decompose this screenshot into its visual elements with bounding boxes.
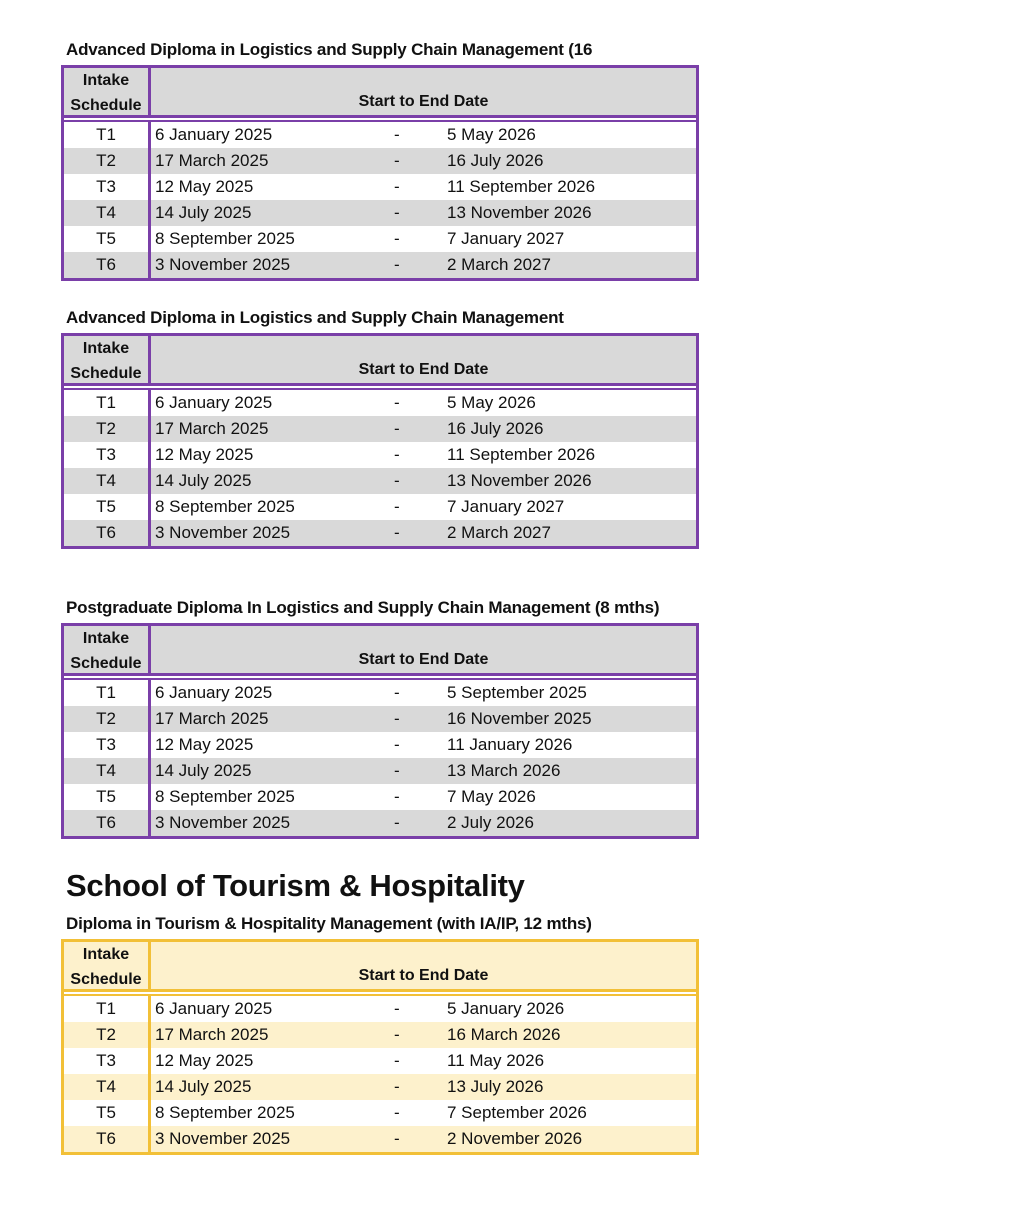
intake-schedule-header: Intake Schedule [64,68,151,115]
start-end-date-header: Start to End Date [358,651,489,668]
table-row: T4 14 July 2025 - 13 July 2026 [64,1074,696,1100]
program-title: Advanced Diploma in Logistics and Supply Chain Management (16 [66,40,593,59]
school-heading: School of Tourism & Hospitality [66,868,525,903]
intake-table [61,65,699,281]
table-row: T6 3 November 2025 - 2 July 2026 [64,810,696,836]
start-end-date-header: Start to End Date [358,93,489,110]
intake-schedule-header: Intake Schedule [64,942,151,989]
table-row: T1 6 January 2025 - 5 May 2026 [64,390,696,416]
intake-table [61,623,699,839]
table-row: T2 17 March 2025 - 16 March 2026 [64,1022,696,1048]
table-row: T3 12 May 2025 - 11 September 2026 [64,442,696,468]
start-end-date-header: Start to End Date [358,361,489,378]
table-header [64,336,696,386]
intake-schedule-header: Intake Schedule [64,336,151,383]
intake-table [61,333,699,549]
table-row: T5 8 September 2025 - 7 May 2026 [64,784,696,810]
table-row: T4 14 July 2025 - 13 November 2026 [64,200,696,226]
table-row: T3 12 May 2025 - 11 January 2026 [64,732,696,758]
table-header [64,942,696,992]
table-row: T4 14 July 2025 - 13 November 2026 [64,468,696,494]
table-row: T4 14 July 2025 - 13 March 2026 [64,758,696,784]
table-row: T2 17 March 2025 - 16 July 2026 [64,148,696,174]
program-title: Diploma in Tourism & Hospitality Management (with IA/IP, 12 mths) [66,914,592,933]
table-header [64,626,696,676]
table-row: T1 6 January 2025 - 5 September 2025 [64,680,696,706]
program-title: Advanced Diploma in Logistics and Supply Chain Management [66,308,564,327]
table-row: T5 8 September 2025 - 7 September 2026 [64,1100,696,1126]
intake-table [61,939,699,1155]
program-title: Postgraduate Diploma In Logistics and Supply Chain Management (8 mths) [66,598,660,617]
table-row: T2 17 March 2025 - 16 July 2026 [64,416,696,442]
table-row: T6 3 November 2025 - 2 March 2027 [64,520,696,546]
table-row: T5 8 September 2025 - 7 January 2027 [64,226,696,252]
table-row: T6 3 November 2025 - 2 March 2027 [64,252,696,278]
table-row: T1 6 January 2025 - 5 January 2026 [64,996,696,1022]
table-row: T5 8 September 2025 - 7 January 2027 [64,494,696,520]
start-end-date-header: Start to End Date [358,967,489,984]
table-row: T2 17 March 2025 - 16 November 2025 [64,706,696,732]
table-row: T3 12 May 2025 - 11 September 2026 [64,174,696,200]
table-row: T6 3 November 2025 - 2 November 2026 [64,1126,696,1152]
table-row: T3 12 May 2025 - 11 May 2026 [64,1048,696,1074]
table-header [64,68,696,118]
intake-schedule-header: Intake Schedule [64,626,151,673]
table-row: T1 6 January 2025 - 5 May 2026 [64,122,696,148]
